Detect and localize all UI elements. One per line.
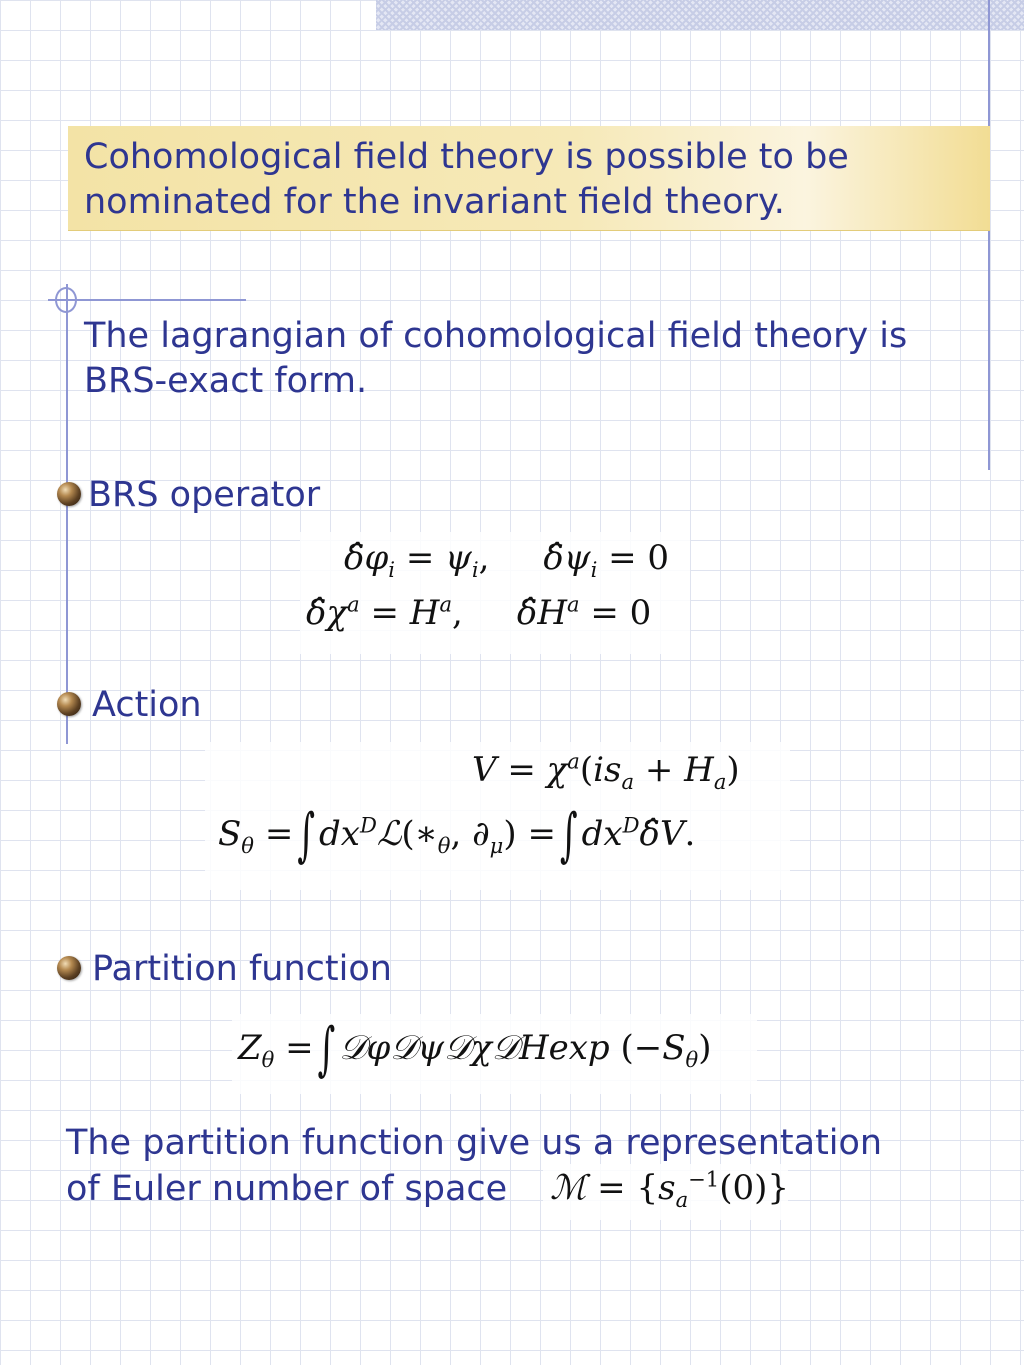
bullet-brs-operator: BRS operator [88, 475, 321, 515]
action-equation-s: $S_\theta$ = ∫ $dx^Dℒ(∗_\theta$, $\partial_\mu$) = ∫ $dx^D\deltâV$. [218, 802, 696, 870]
guide-horizontal-line [48, 299, 246, 301]
footer-line-2: of Euler number of space [66, 1169, 508, 1209]
right-guide-line [988, 0, 990, 470]
title-line-1: Cohomological field theory is possible to be [84, 137, 849, 177]
action-equation-v: $V = \chi^a(is_a + H_a)$ [472, 748, 740, 794]
bullet-icon [57, 482, 81, 506]
bullet-partition-function: Partition function [92, 949, 392, 989]
intro-line-2: BRS-exact form. [84, 361, 368, 401]
bullet-icon [57, 692, 81, 716]
bullet-action: Action [92, 685, 202, 725]
partition-equation: $Z_\theta$ = ∫ 𝒟φ𝒟ψ𝒟χ𝒟Hexp $(-S_\theta)$ [238, 1016, 712, 1084]
footer-line-1: The partition function give us a representation [66, 1123, 883, 1163]
guide-ring-icon [55, 287, 77, 313]
title-line-2: nominated for the invariant field theory. [84, 182, 785, 222]
header-hatch-band [376, 0, 1024, 30]
brs-equation-line-1: $\deltâ\varphi_i = \psi_i$, $\deltâ\psi_i = 0$ [344, 538, 670, 582]
bullet-icon [57, 956, 81, 980]
guide-vertical-line [66, 284, 68, 744]
brs-equation-line-2: $\deltâ\chi^a = H^a$, $\deltâH^a = 0$ [306, 591, 652, 633]
intro-line-1: The lagrangian of cohomological field theory is [84, 316, 908, 356]
moduli-space-equation: ℳ = $\{s_a^{-1}(0)\}$ [550, 1166, 790, 1212]
